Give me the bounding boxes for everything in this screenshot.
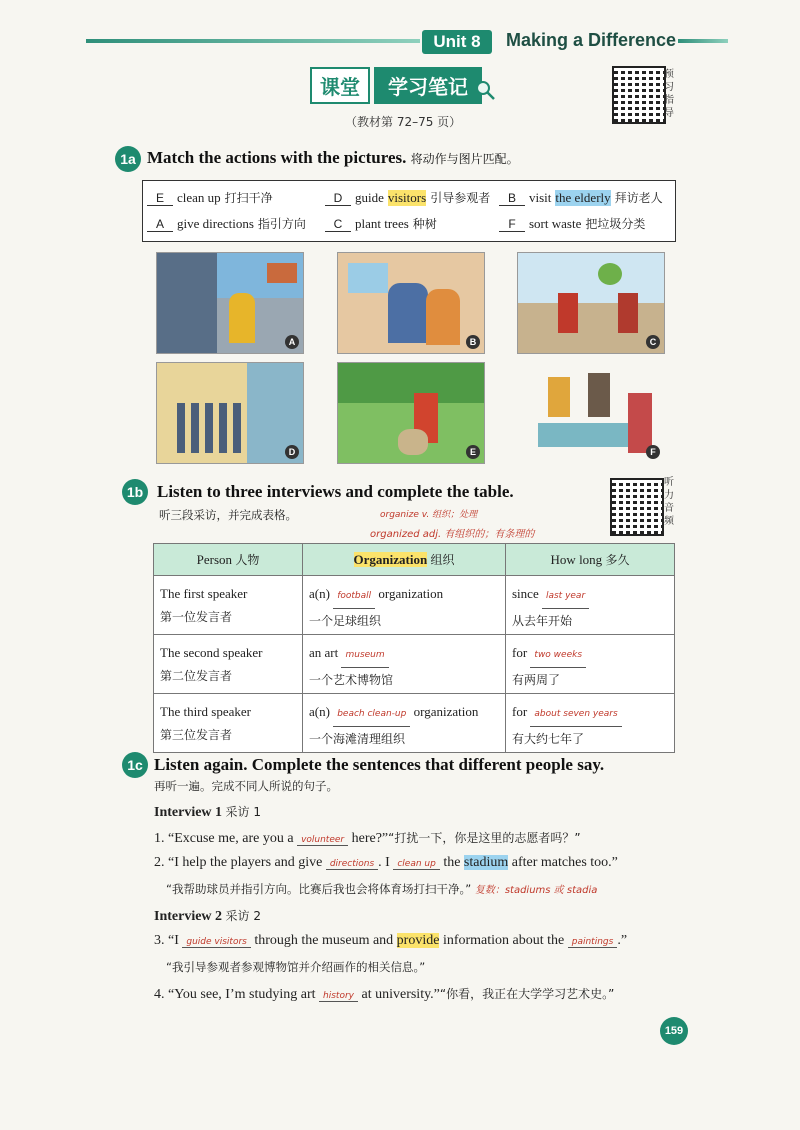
section-title-1a: Match the actions with the pictures. 将动作与图片匹配。 [147,148,519,167]
unit-title: Making a Difference [506,30,677,50]
picture-d: D [156,362,304,464]
section-badge-1b: 1b [122,479,148,505]
sentence-2: 2. “I help the players and give directions . I clean up the stadium after matches too.” [154,855,618,870]
section-subtitle-1b: 听三段采访，并完成表格。 [159,508,297,522]
qr-label-audio: 听力音频 [664,477,674,527]
handwritten-note: organized adj. 有组织的；有条理的 [370,529,535,540]
picture-e: E [337,362,485,464]
qr-label-preview: 预习指导 [664,69,674,119]
sentence-1: 1. “Excuse me, are you a volunteer here?”“打扰一下，你是这里的志愿者吗？” [154,831,581,846]
interview-1-heading: Interview 1 采访 1 [154,805,261,820]
column-header-person: Person 人物 [154,544,303,576]
match-item: E clean up 打扫干净 [147,189,273,206]
section-badge-1a: 1a [115,146,141,172]
header-rule-left [86,39,420,43]
sentence-3: 3. “I guide visitors through the museum and provide information about the paintings .” [154,933,628,948]
picture-c: C [517,252,665,354]
section-title-1c: Listen again. Complete the sentences that different people say. [154,755,605,774]
picture-a: A [156,252,304,354]
header-rule-right [678,39,728,43]
match-item: D guide visitors 引导参观者 [325,189,490,206]
match-box [142,180,676,242]
interview-table [153,543,675,753]
match-item: C plant trees 种树 [325,215,437,232]
magnifier-icon [474,79,496,101]
match-item: B visit the elderly 拜访老人 [499,189,663,206]
handwritten-note: organize v. 组织；处理 [380,510,478,520]
sentence-2-translation: “我帮助球员并指引方向。比赛后我也会将体育场打扫干净。” 复数：stadiums 或 stadia [166,882,598,896]
banner-part1: 课堂 [310,67,370,104]
section-badge-1c: 1c [122,752,148,778]
section-subtitle-1c: 再听一遍。完成不同人所说的句子。 [154,779,338,793]
picture-f: F [517,362,665,464]
sentence-3-translation: “我引导参观者参观博物馆并介绍画作的相关信息。” [166,960,426,974]
sentence-4: 4. “You see, I’m studying art history at university.”“你看，我正在大学学习艺术史。” [154,987,615,1002]
unit-label: Unit 8 [422,30,492,54]
picture-b: B [337,252,485,354]
qr-code-icon[interactable] [612,66,666,124]
textbook-pages: （教材第 72–75 页） [345,115,462,129]
table-row: The first speaker 第一位发言者 a(n) football organization 一个足球组织 since last year 从去年开始 [154,576,675,635]
section-title-1b: Listen to three interviews and complete the table. [157,482,514,501]
interview-2-heading: Interview 2 采访 2 [154,909,261,924]
match-item: A give directions 指引方向 [147,215,306,232]
match-item: F sort waste 把垃圾分类 [499,215,645,232]
qr-code-icon[interactable] [610,478,664,536]
table-row: The second speaker 第二位发言者 an art museum 一个艺术博物馆 for two weeks 有两周了 [154,635,675,694]
column-header-how-long: How long 多久 [506,544,675,576]
banner-part2: 学习笔记 [374,67,482,104]
page-number: 159 [660,1017,688,1045]
table-row: The third speaker 第三位发言者 a(n) beach clean-up organization 一个海滩清理组织 for about seven years 有大约七年了 [154,694,675,753]
column-header-organization: Organization 组织 [303,544,506,576]
section-banner [310,68,496,102]
